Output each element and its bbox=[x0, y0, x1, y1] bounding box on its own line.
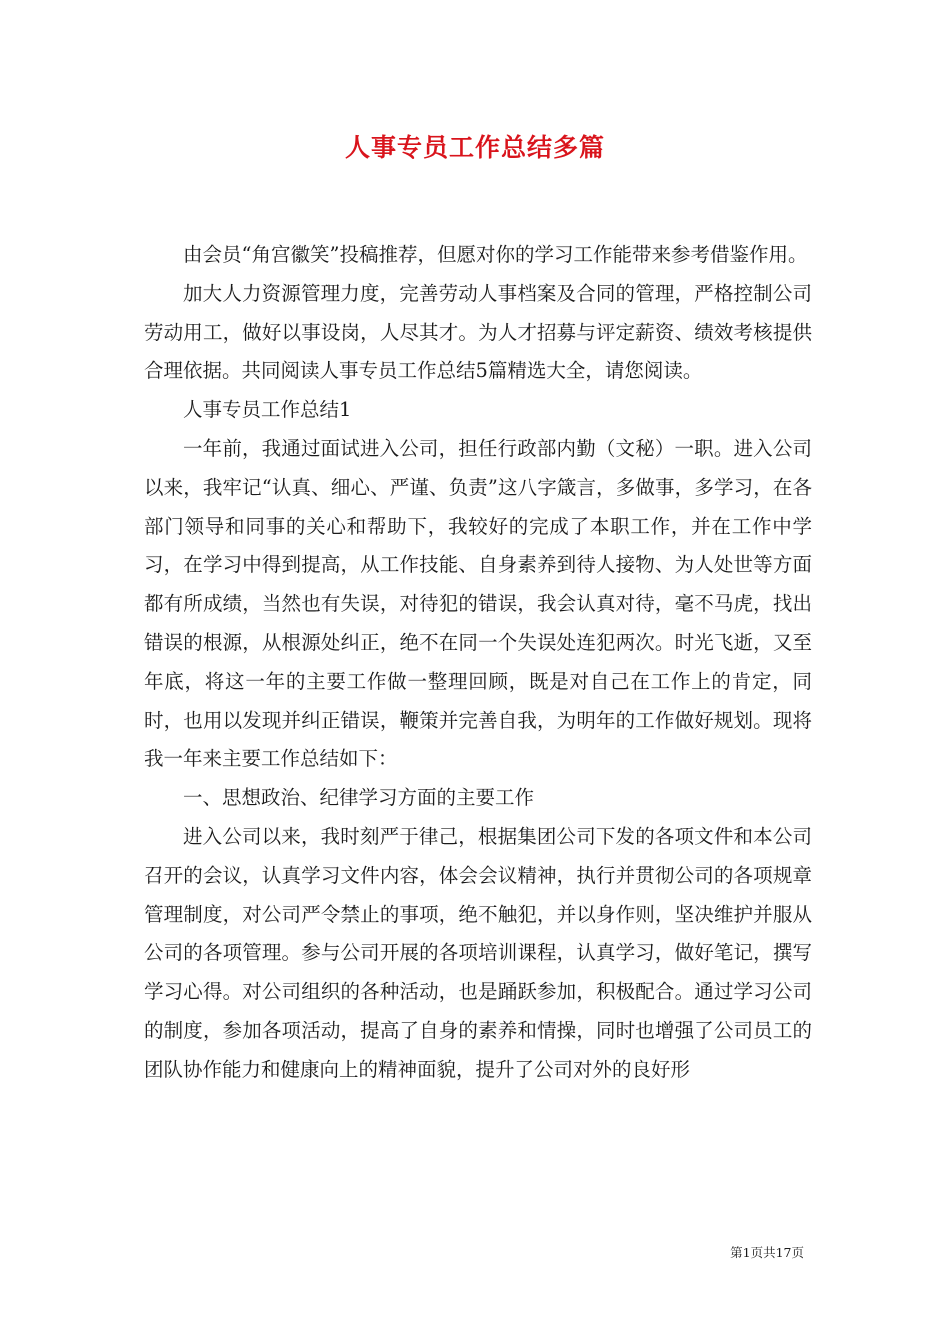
document-title: 人事专员工作总结多篇 bbox=[344, 133, 605, 162]
section-heading: 人事专员工作总结1 bbox=[183, 398, 352, 422]
summary-paragraph: 加大人力资源管理力度，完善劳动人事档案及合同的管理，严格控制公司劳动用工，做好以事设岗，人尽其才。为人才招募与评定薪资、绩效考核提供合理依据。共同阅读人事专员工作总结5篇精选大全，请您阅读。 bbox=[144, 281, 812, 383]
subsection-heading: 一、思想政治、纪律学习方面的主要工作 bbox=[183, 786, 535, 810]
document-body bbox=[144, 236, 812, 1090]
body-paragraph: 进入公司以来，我时刻严于律己，根据集团公司下发的各项文件和本公司召开的会议，认真学习文件内容，体会会议精神，执行并贯彻公司的各项规章管理制度，对公司严令禁止的事项，绝不触犯，并以身作则，坚决维护并服从公司的各项管理。参与公司开展的各项培训课程，认真学习，做好笔记，撰写学习心得。对公司组织的各种活动，也是踊跃参加，积极配合。通过学习公司的制度，参加各项活动，提高了自身的素养和情操，同时也增强了公司员工的团队协作能力和健康向上的精神面貌，提升了公司对外的良好形 bbox=[144, 824, 812, 1081]
body-paragraph: 一年前，我通过面试进入公司，担任行政部内勤（文秘）一职。进入公司以来，我牢记“认真、细心、严谨、负责”这八字箴言，多做事，多学习，在各部门领导和同事的关心和帮助下，我较好的完成了本职工作，并在工作中学习，在学习中得到提高，从工作技能、自身素养到待人接物、为人处世等方面都有所成绩，当然也有失误，对待犯的错误，我会认真对待，毫不马虎，找出错误的根源，从根源处纠正，绝不在同一个失误处连犯两次。时光飞逝，又至年底，将这一年的主要工作做一整理回顾，既是对自己在工作上的肯定，同时，也用以发现并纠正错误，鞭策并完善自我，为明年的工作做好规划。现将我一年来主要工作总结如下： bbox=[144, 436, 812, 771]
page-number-footer: 第1页共17页 bbox=[730, 1245, 804, 1260]
intro-paragraph: 由会员“角宫徽笑”投稿推荐，但愿对你的学习工作能带来参考借鉴作用。 bbox=[183, 243, 808, 266]
